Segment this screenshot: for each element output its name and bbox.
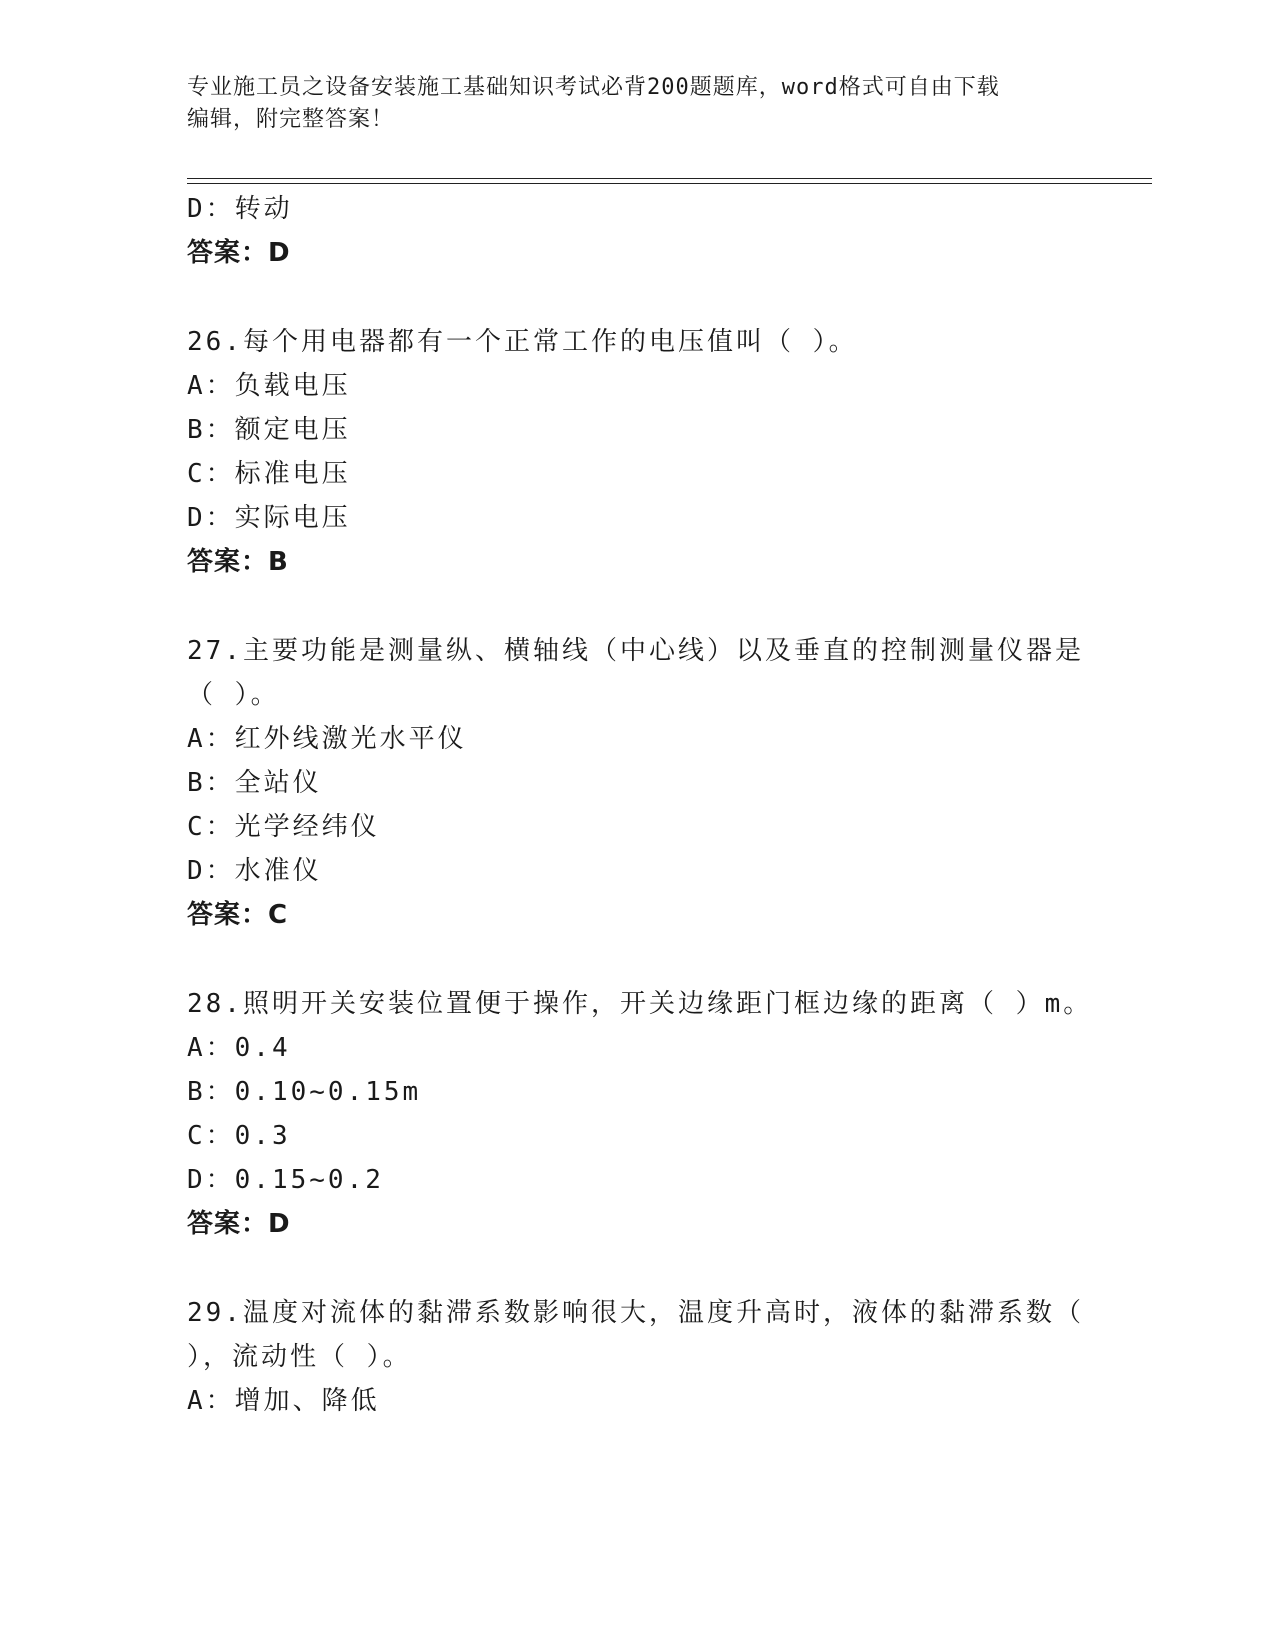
question-28-answer: 答案：D: [187, 1209, 291, 1239]
header-line-2: 编辑，附完整答案！: [187, 107, 395, 132]
question-26-stem: 26.每个用电器都有一个正常工作的电压值叫（ ）。: [187, 327, 858, 357]
question-28-option-d: D：0.15~0.2: [187, 1165, 384, 1195]
question-29-option-a: A：增加、降低: [187, 1386, 380, 1416]
question-27-stem-line-2: （ ）。: [187, 680, 280, 710]
header-divider-bottom: [187, 183, 1152, 184]
prev-answer: 答案：D: [187, 238, 291, 268]
question-29-stem-line-2: ），流动性（ ）。: [187, 1342, 412, 1372]
question-26-option-b: B：额定电压: [187, 415, 351, 445]
question-28-option-b: B：0.10~0.15m: [187, 1077, 422, 1107]
question-26-answer: 答案：B: [187, 547, 289, 577]
question-26-option-c: C：标准电压: [187, 459, 351, 489]
question-27-option-b: B：全站仪: [187, 768, 322, 798]
document-header: [187, 72, 1067, 136]
question-27-stem-line-1: 27.主要功能是测量纵、横轴线（中心线）以及垂直的控制测量仪器是: [187, 636, 1084, 666]
question-27-option-d: D：水准仪: [187, 856, 322, 886]
question-29-stem-line-1: 29.温度对流体的黏滞系数影响很大，温度升高时，液体的黏滞系数（: [187, 1298, 1084, 1328]
question-28-stem: 28.照明开关安装位置便于操作，开关边缘距门框边缘的距离（ ）m。: [187, 989, 1093, 1019]
header-divider-top: [187, 178, 1152, 179]
question-27-option-a: A：红外线激光水平仪: [187, 724, 467, 754]
prev-option-d: D：转动: [187, 194, 293, 224]
question-26-option-d: D：实际电压: [187, 503, 351, 533]
header-line-1: 专业施工员之设备安装施工基础知识考试必背200题题库，word格式可自由下载: [187, 75, 1000, 100]
question-26-option-a: A：负载电压: [187, 371, 351, 401]
question-28-option-a: A：0.4: [187, 1033, 291, 1063]
question-27-option-c: C：光学经纬仪: [187, 812, 380, 842]
question-28-option-c: C：0.3: [187, 1121, 291, 1151]
question-27-answer: 答案：C: [187, 900, 289, 930]
